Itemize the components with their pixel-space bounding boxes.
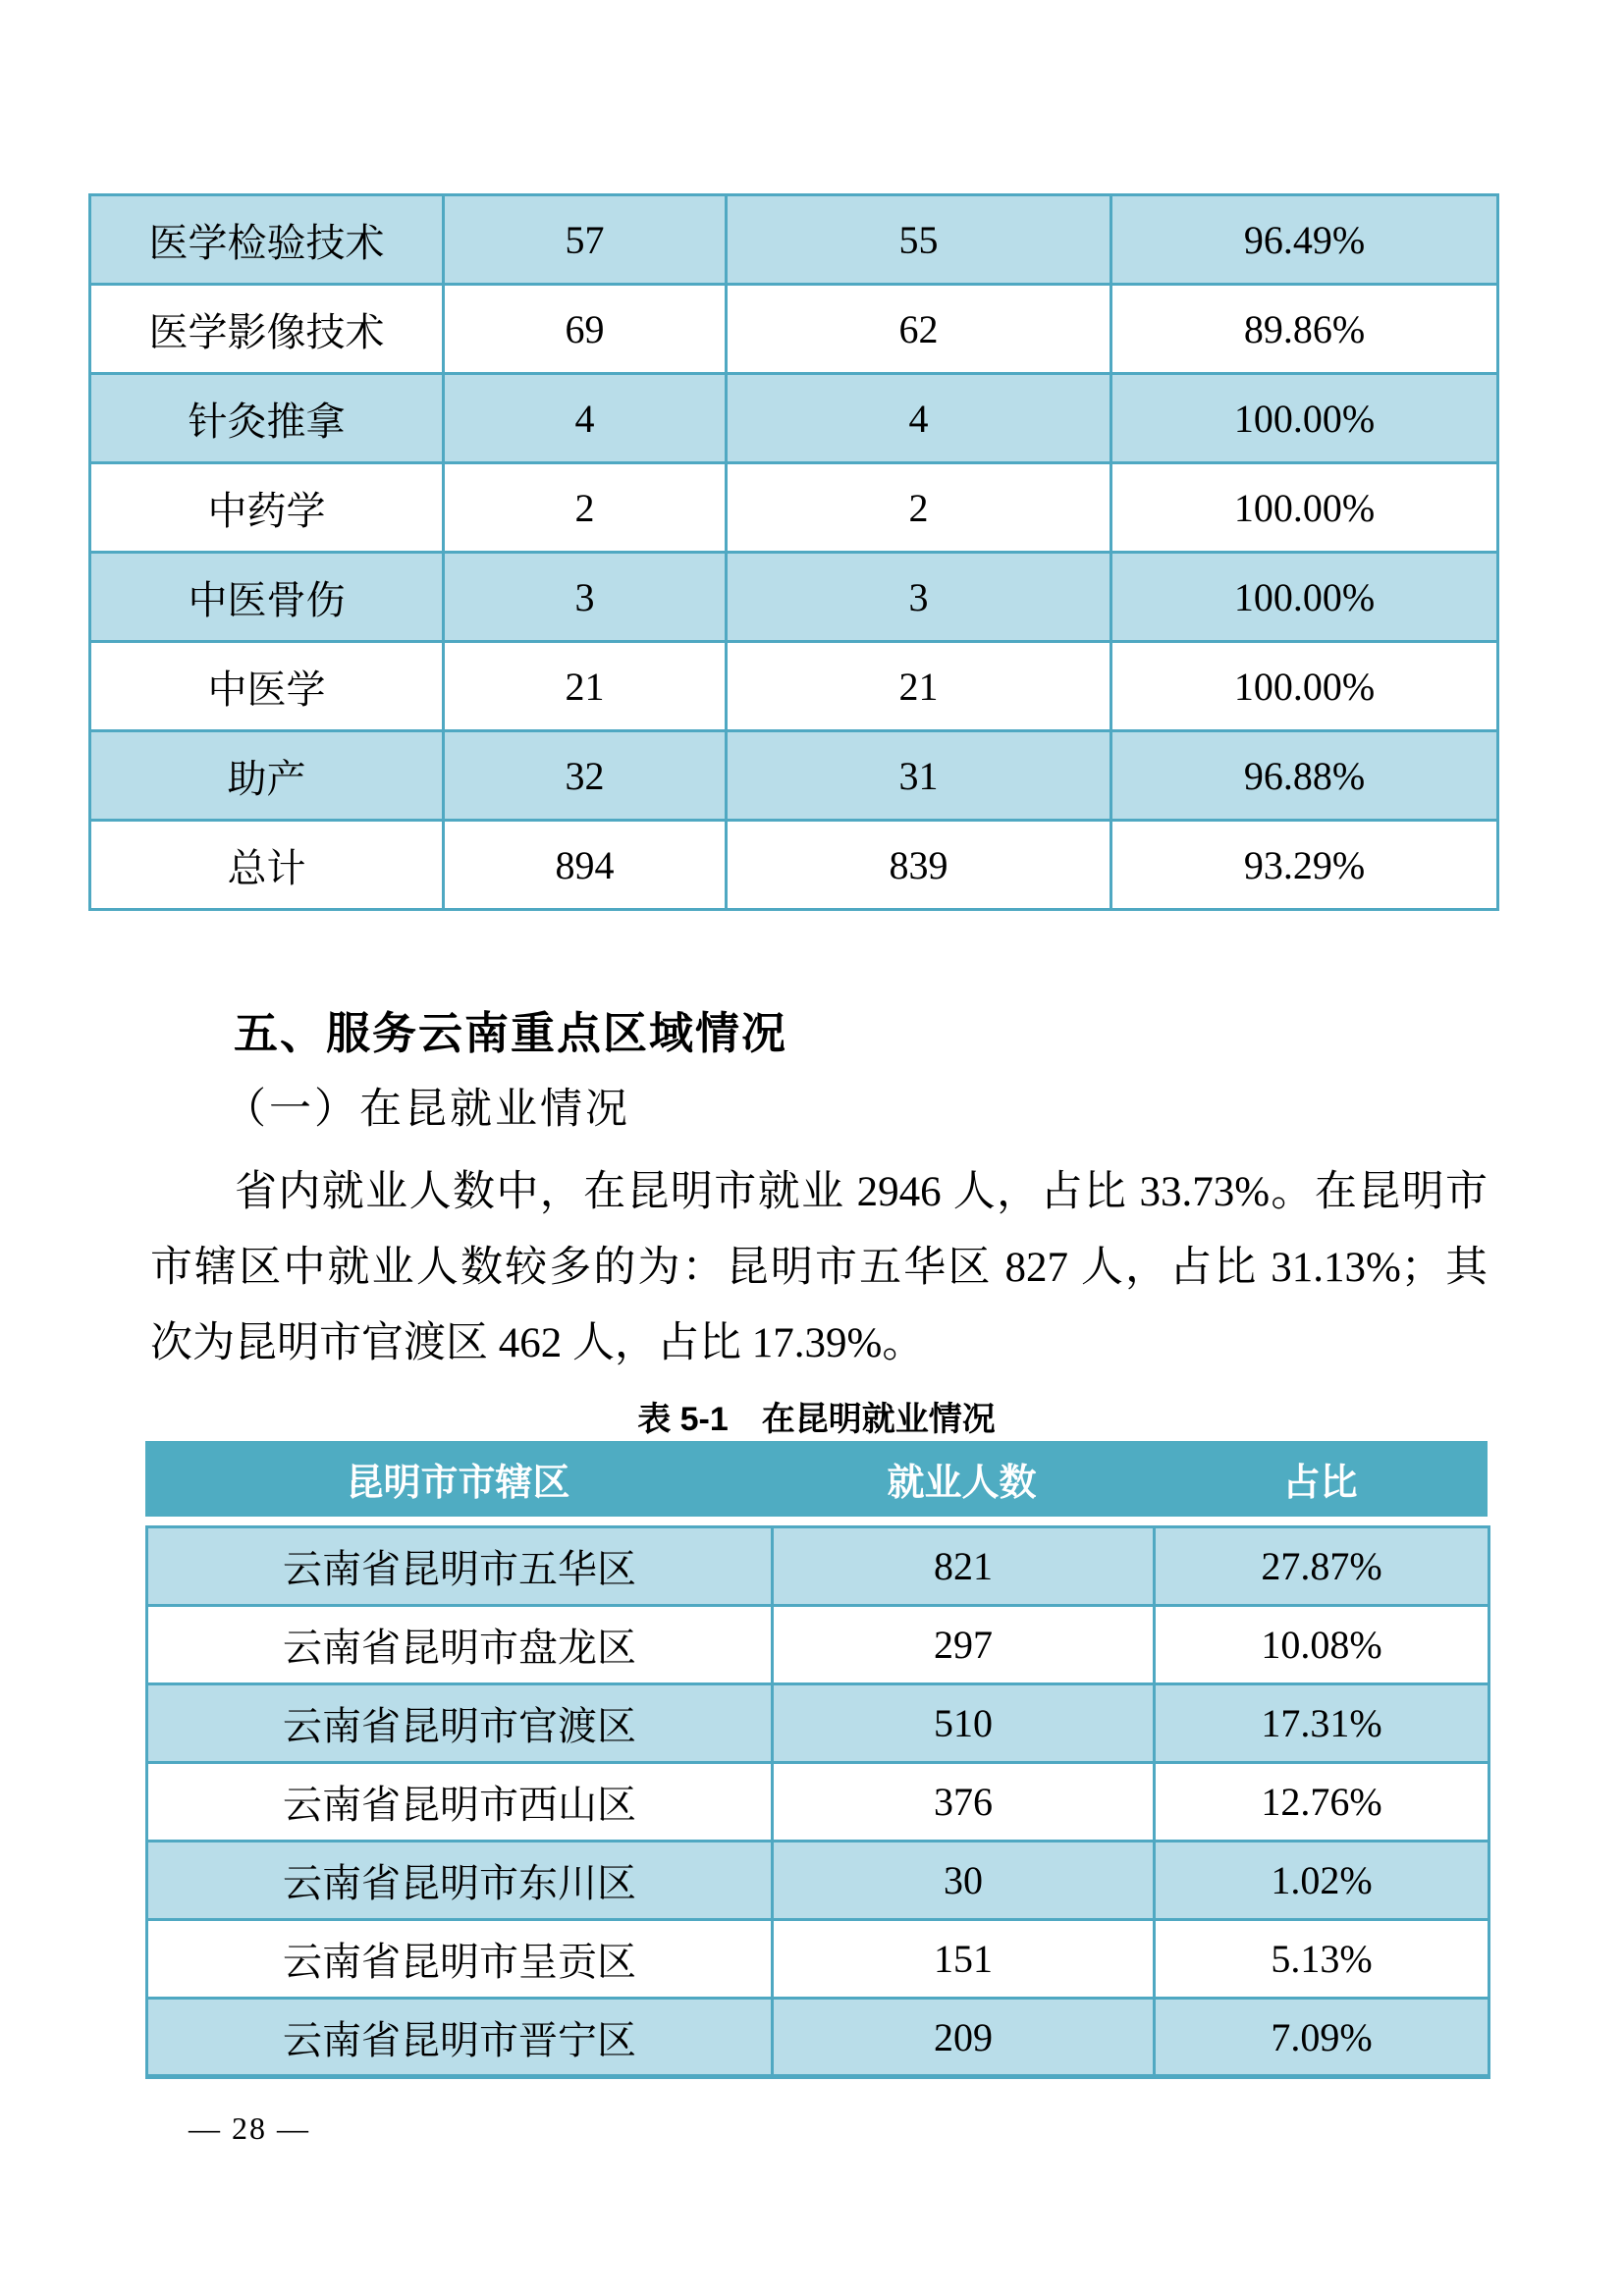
table-row [90, 553, 1498, 642]
major-name-cell: 助产 [90, 731, 444, 821]
count-cell: 821 [773, 1527, 1155, 1606]
graduates-cell: 3 [444, 553, 727, 642]
table-row-total [90, 821, 1498, 910]
count-cell: 297 [773, 1606, 1155, 1684]
employed-cell: 31 [727, 731, 1111, 821]
employed-cell: 839 [727, 821, 1111, 910]
count-cell: 151 [773, 1920, 1155, 1999]
graduates-cell: 4 [444, 374, 727, 463]
rate-cell: 100.00% [1111, 642, 1498, 731]
count-cell: 376 [773, 1763, 1155, 1842]
column-header-share: 占比 [1282, 1463, 1358, 1504]
share-cell: 5.13% [1155, 1920, 1489, 1999]
table-row [147, 1527, 1489, 1606]
employment-by-major-table [88, 193, 1499, 911]
kunming-table-header [145, 1441, 1488, 1517]
rate-cell: 96.88% [1111, 731, 1498, 821]
major-name-cell: 总计 [90, 821, 444, 910]
rate-cell: 100.00% [1111, 463, 1498, 553]
table-row [147, 1684, 1489, 1763]
table-row [147, 1999, 1489, 2077]
table-row [147, 1842, 1489, 1920]
section-heading: 五、服务云南重点区域情况 [234, 1008, 788, 1058]
subsection-heading: （一）在昆就业情况 [224, 1087, 630, 1133]
district-cell: 云南省昆明市西山区 [147, 1763, 773, 1842]
table-row [147, 1763, 1489, 1842]
table-row [90, 195, 1498, 285]
table-row [90, 463, 1498, 553]
graduates-cell: 57 [444, 195, 727, 285]
count-cell: 30 [773, 1842, 1155, 1920]
district-cell: 云南省昆明市五华区 [147, 1527, 773, 1606]
column-header-count: 就业人数 [887, 1463, 1037, 1504]
share-cell: 27.87% [1155, 1527, 1489, 1606]
graduates-cell: 2 [444, 463, 727, 553]
body-paragraph [150, 1154, 1488, 1381]
graduates-cell: 894 [444, 821, 727, 910]
share-cell: 1.02% [1155, 1842, 1489, 1920]
graduates-cell: 32 [444, 731, 727, 821]
district-cell: 云南省昆明市呈贡区 [147, 1920, 773, 1999]
rate-cell: 96.49% [1111, 195, 1498, 285]
employed-cell: 2 [727, 463, 1111, 553]
major-name-cell: 医学影像技术 [90, 285, 444, 374]
count-cell: 209 [773, 1999, 1155, 2077]
district-cell: 云南省昆明市晋宁区 [147, 1999, 773, 2077]
table-row [147, 1920, 1489, 1999]
paragraph-line: 次为昆明市官渡区 462 人，占比 17.39%。 [150, 1320, 925, 1366]
count-cell: 510 [773, 1684, 1155, 1763]
share-cell: 12.76% [1155, 1763, 1489, 1842]
share-cell: 7.09% [1155, 1999, 1489, 2077]
table-caption: 表 5-1 在昆明就业情况 [637, 1401, 996, 1438]
employed-cell: 62 [727, 285, 1111, 374]
rate-cell: 89.86% [1111, 285, 1498, 374]
rate-cell: 100.00% [1111, 374, 1498, 463]
employed-cell: 4 [727, 374, 1111, 463]
district-cell: 云南省昆明市盘龙区 [147, 1606, 773, 1684]
district-cell: 云南省昆明市官渡区 [147, 1684, 773, 1763]
employed-cell: 21 [727, 642, 1111, 731]
paragraph-line: 省内就业人数中，在昆明市就业 2946 人，占比 33.73%。在昆明市 [235, 1169, 1488, 1215]
graduates-cell: 21 [444, 642, 727, 731]
major-name-cell: 中医骨伤 [90, 553, 444, 642]
graduates-cell: 69 [444, 285, 727, 374]
rate-cell: 100.00% [1111, 553, 1498, 642]
table-row [90, 642, 1498, 731]
paragraph-line: 市辖区中就业人数较多的为：昆明市五华区 827 人，占比 31.13%；其 [150, 1245, 1488, 1291]
rate-cell: 93.29% [1111, 821, 1498, 910]
table-row [90, 285, 1498, 374]
share-cell: 17.31% [1155, 1684, 1489, 1763]
major-name-cell: 中医学 [90, 642, 444, 731]
kunming-employment-table [145, 1525, 1490, 2079]
table-row [90, 374, 1498, 463]
page-number: — 28 — [189, 2110, 310, 2146]
table-row [147, 1606, 1489, 1684]
major-name-cell: 医学检验技术 [90, 195, 444, 285]
column-header-district: 昆明市市辖区 [346, 1463, 570, 1504]
employed-cell: 3 [727, 553, 1111, 642]
table-row [90, 731, 1498, 821]
major-name-cell: 针灸推拿 [90, 374, 444, 463]
major-name-cell: 中药学 [90, 463, 444, 553]
district-cell: 云南省昆明市东川区 [147, 1842, 773, 1920]
employed-cell: 55 [727, 195, 1111, 285]
share-cell: 10.08% [1155, 1606, 1489, 1684]
